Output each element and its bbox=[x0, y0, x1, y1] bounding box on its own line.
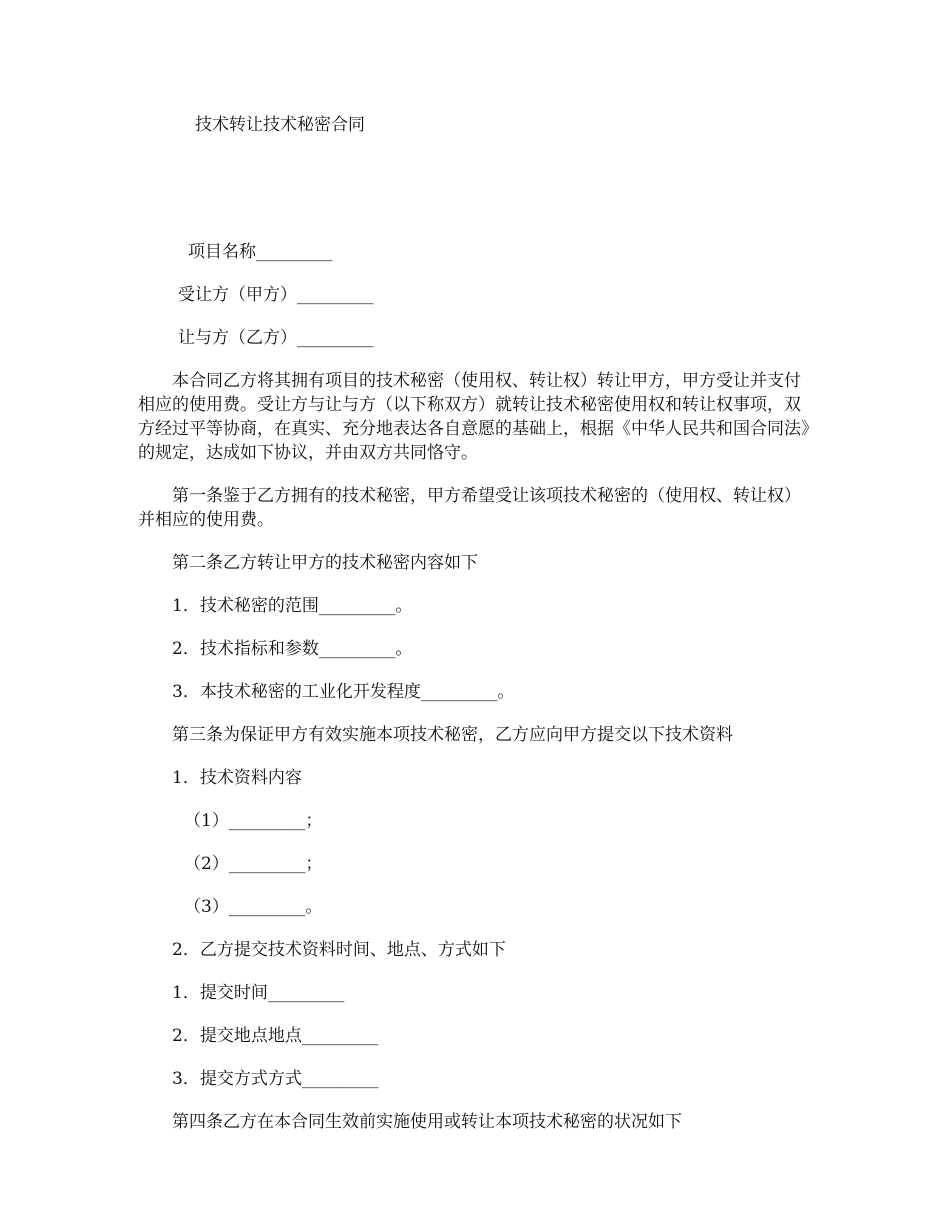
preamble-paragraph: 本合同乙方将其拥有项目的技术秘密（使用权、转让权）转让甲方，甲方受让并支付相应的使用费。受让方与让与方（以下称双方）就转让技术秘密使用权和转让权事项，双方经过平等协商，在真实、充分地表达各自意愿的基础上，根据《中华人民共和国合同法》的规定，达成如下协议，并由双方共同恪守。 bbox=[138, 371, 810, 463]
article-3-heading: 第三条为保证甲方有效实施本项技术秘密，乙方应向甲方提交以下技术资料 bbox=[172, 725, 733, 745]
article-3-content-item: （1）_________； bbox=[184, 811, 323, 831]
field-project-name: 项目名称_________ bbox=[188, 242, 333, 262]
article-2-item: 3．本技术秘密的工业化开发程度_________。 bbox=[172, 682, 515, 702]
article-1: 第一条鉴于乙方拥有的技术秘密，甲方希望受让该项技术秘密的（使用权、转让权）并相应的使用费。 bbox=[138, 486, 801, 530]
article-2-heading: 第二条乙方转让甲方的技术秘密内容如下 bbox=[172, 553, 478, 573]
article-3-delivery-heading: 2．乙方提交技术资料时间、地点、方式如下 bbox=[172, 940, 506, 960]
article-4-heading: 第四条乙方在本合同生效前实施使用或转让本项技术秘密的状况如下 bbox=[172, 1112, 682, 1132]
article-2-item: 1．技术秘密的范围_________。 bbox=[172, 596, 413, 616]
article-3-content-item: （3）_________。 bbox=[184, 897, 323, 917]
article-3-content-item: （2）_________； bbox=[184, 854, 323, 874]
field-transferee: 受让方（甲方）_________ bbox=[178, 285, 374, 305]
article-3-delivery-item: 1．提交时间_________ bbox=[172, 983, 345, 1003]
article-2-item: 2．技术指标和参数_________。 bbox=[172, 639, 413, 659]
field-transferor: 让与方（乙方）_________ bbox=[178, 328, 374, 348]
article-3-content-heading: 1．技术资料内容 bbox=[172, 768, 302, 788]
document-body bbox=[138, 240, 813, 1153]
document-title: 技术转让技术秘密合同 bbox=[195, 115, 365, 135]
article-3-delivery-item: 2．提交地点地点_________ bbox=[172, 1026, 379, 1046]
article-3-delivery-item: 3．提交方式方式_________ bbox=[172, 1069, 379, 1089]
